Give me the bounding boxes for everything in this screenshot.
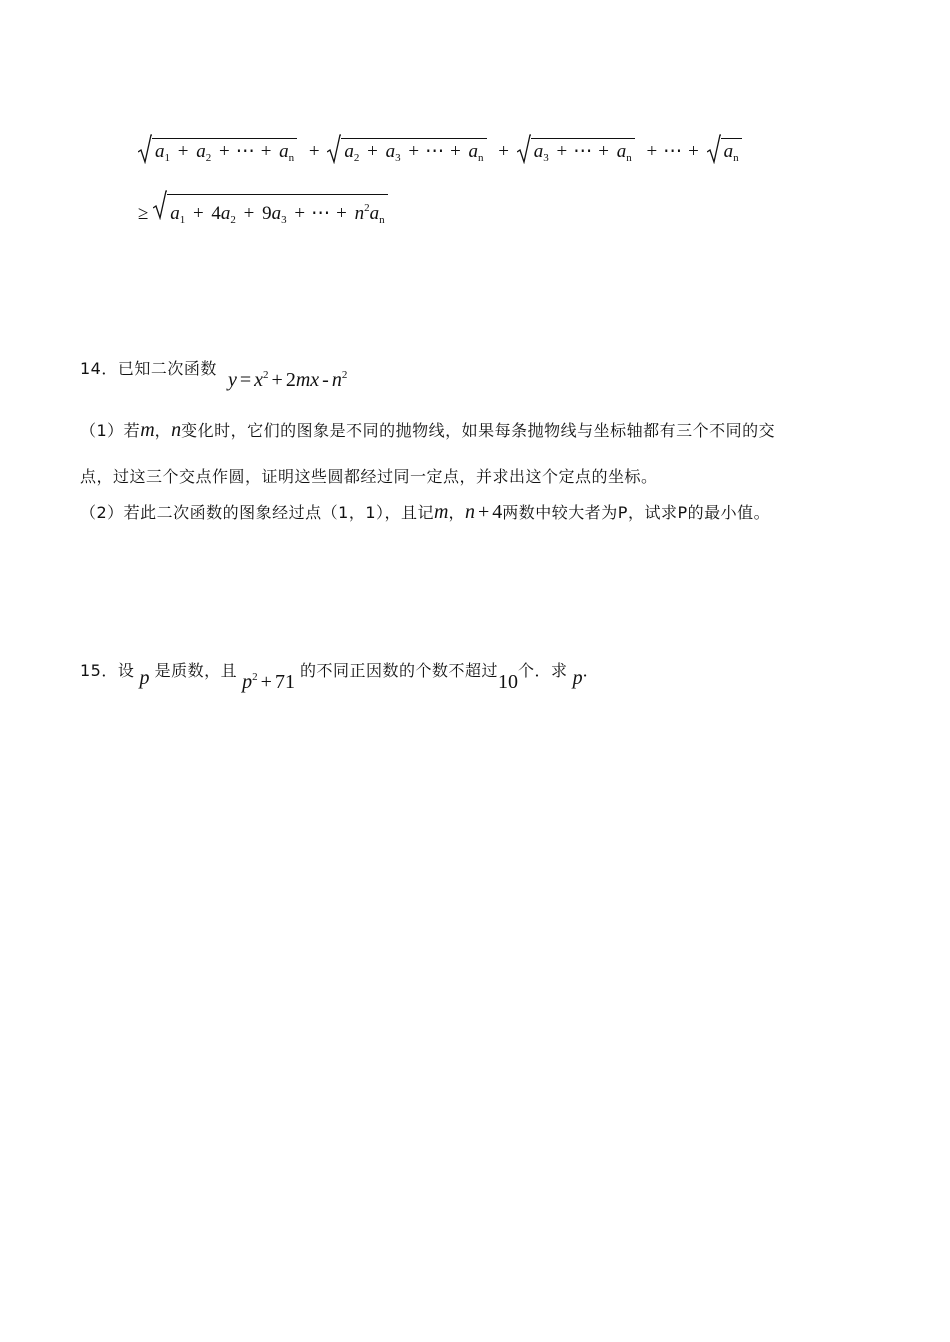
inequality-lhs: $a_1 + a_2$ + ⋯ + $a_n$ + $a_2 + a_3$ + ⋯ + $a_n$ + $a_3$ + ⋯ + $a_n$ + ⋯ + $a_n$	[138, 138, 746, 169]
problem-15-statement: 15．设 p 是质数，且 $p^2 + 71$ 的不同正因数的个数不超过10个．求 p．	[80, 661, 600, 693]
sqrt-term-2: $a_2 + a_3$ + ⋯ + $a_n$	[327, 138, 486, 169]
radical-sign-icon	[153, 190, 167, 220]
sqrt-final-term: $a_n$	[707, 138, 742, 169]
quadratic-function: $y = x^2 + 2mx - n^2$	[227, 369, 348, 391]
problem-14-part-1-line-2: 点，过这三个交点作圆，证明这些圆都经过同一定点，并求出这个定点的坐标。	[80, 467, 658, 486]
problem-14-statement	[80, 356, 348, 391]
problem-15-label: 15．设	[80, 661, 135, 680]
sqrt-rhs: $a_1 + 4a_2 + 9a_3$ + ⋯ + $n^2a_n$	[153, 194, 387, 231]
problem-14-part-1: （1）若m，n变化时，它们的图象是不同的抛物线，如果每条抛物线与坐标轴都有三个不同的交	[80, 419, 776, 441]
radical-sign-icon	[707, 134, 721, 164]
inequality-rhs: ≥ $a_1 + 4a_2 + 9a_3$ + ⋯ + $n^2a_n$	[138, 194, 392, 231]
problem-14-part-2: （2）若此二次函数的图象经过点（1，1），且记m，n + 4两数中较大者为P，试求P的最小值。	[80, 501, 771, 523]
sqrt-term-3: $a_3$ + ⋯ + $a_n$	[517, 138, 635, 169]
radical-sign-icon	[138, 134, 152, 164]
problem-14-label: 14．已知二次函数	[80, 359, 217, 378]
expression-p-squared-plus-71: $p^2 + 71$	[242, 671, 295, 693]
radical-sign-icon	[327, 134, 341, 164]
radical-sign-icon	[517, 134, 531, 164]
sqrt-term-1: $a_1 + a_2$ + ⋯ + $a_n$	[138, 138, 297, 169]
